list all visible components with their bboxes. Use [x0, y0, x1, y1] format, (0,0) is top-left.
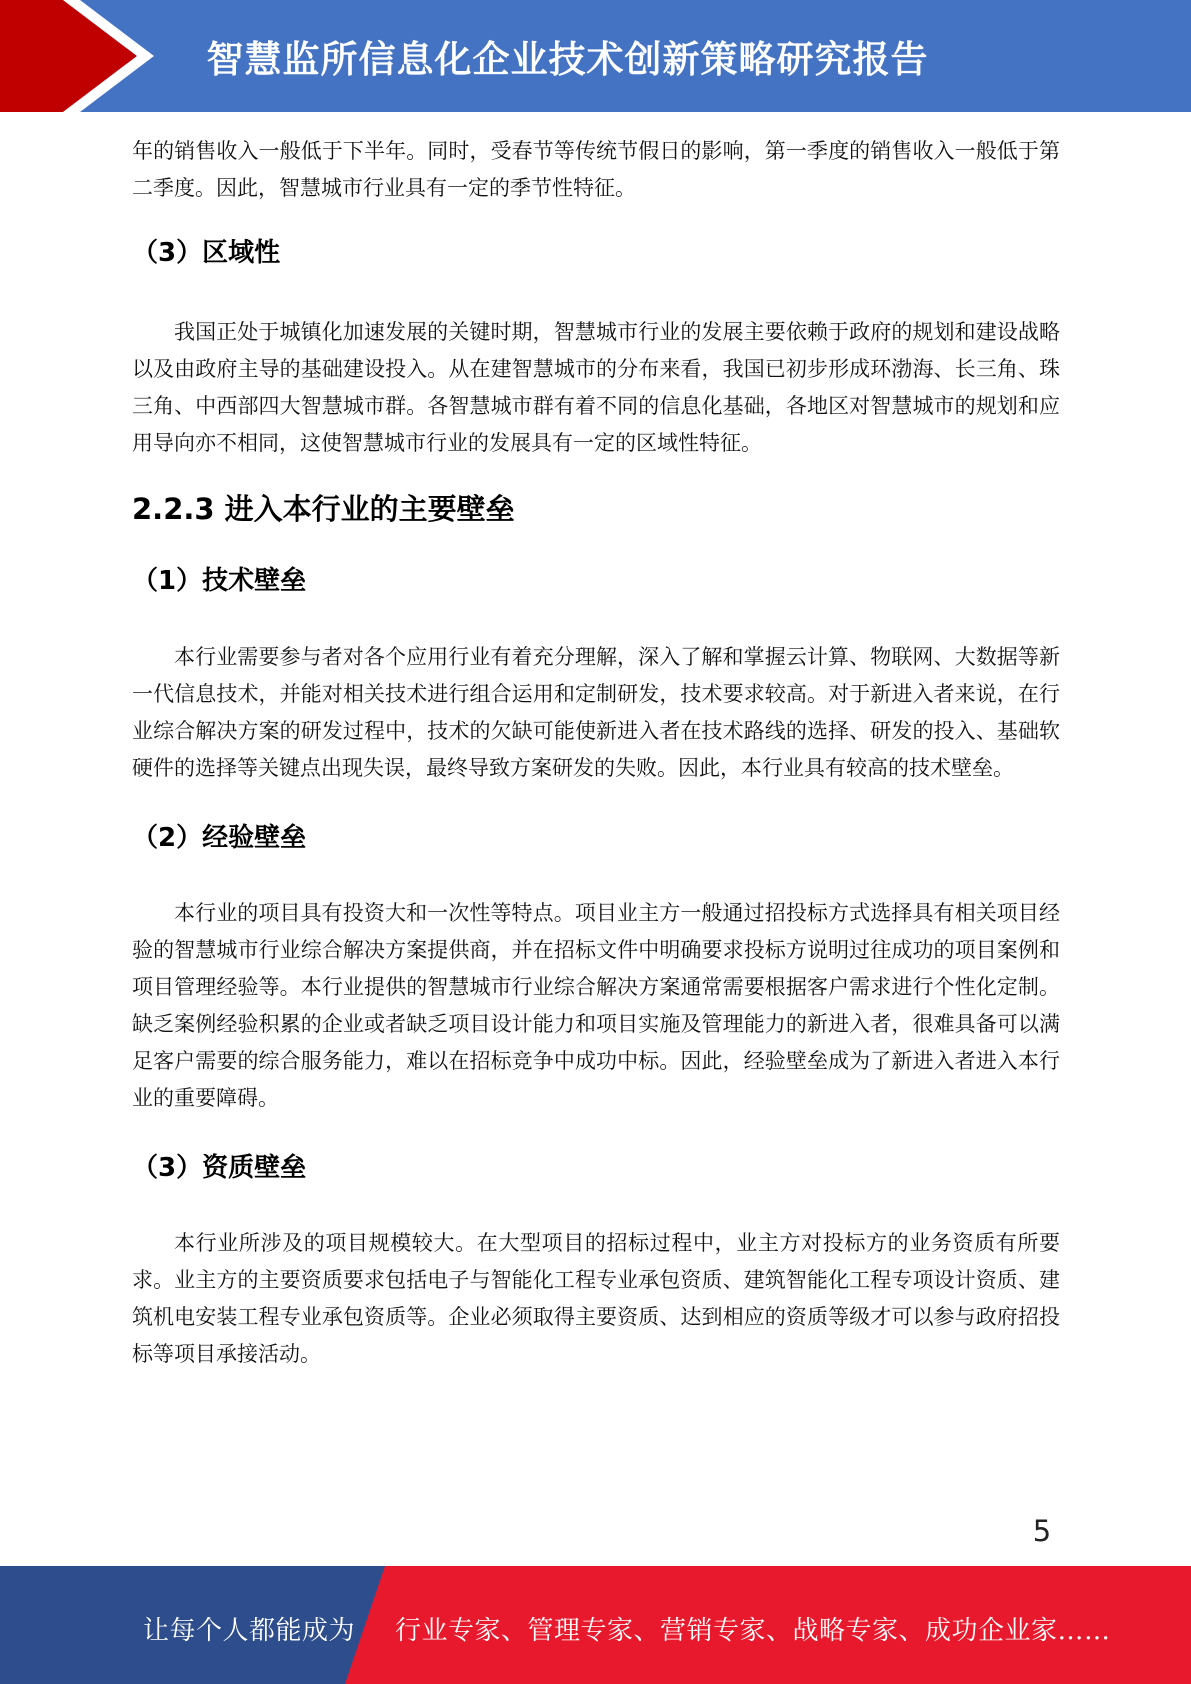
document-body [132, 112, 1060, 1373]
section-heading-qualification-barrier: （3）资质壁垒 [132, 1153, 307, 1183]
paragraph-regional: 我国正处于城镇化加速发展的关键时期，智慧城市行业的发展主要依赖于政府的规划和建设战略以及由政府主导的基础建设投入。从在建智慧城市的分布来看，我国已初步形成环渤海、长三角、珠三角、中西部四大智慧城市群。各智慧城市群有着不同的信息化基础，各地区对智慧城市的规划和应用导向亦不相同，这使智慧城市行业的发展具有一定的区域性特征。 [132, 320, 1060, 455]
page-number: 5 [1032, 1514, 1052, 1548]
section-heading-barriers: 2.2.3 进入本行业的主要壁垒 [132, 492, 515, 526]
paragraph-experience-barrier: 本行业的项目具有投资大和一次性等特点。项目业主方一般通过招投标方式选择具有相关项目经验的智慧城市行业综合解决方案提供商，并在招标文件中明确要求投标方说明过往成功的项目案例和项目管理经验等。本行业提供的智慧城市行业综合解决方案通常需要根据客户需求进行个性化定制。缺乏案例经验积累的企业或者缺乏项目设计能力和项目实施及管理能力的新进入者，很难具备可以满足客户需要的综合服务能力，难以在招标竞争中成功中标。因此，经验壁垒成为了新进入者进入本行业的重要障碍。 [132, 901, 1060, 1110]
section-heading-experience-barrier: （2）经验壁垒 [132, 823, 307, 853]
report-header-banner [0, 0, 1191, 112]
paragraph-tech-barrier: 本行业需要参与者对各个应用行业有着充分理解，深入了解和掌握云计算、物联网、大数据等新一代信息技术，并能对相关技术进行组合运用和定制研发，技术要求较高。对于新进入者来说，在行业综合解决方案的研发过程中，技术的欠缺可能使新进入者在技术路线的选择、研发的投入、基础软硬件的选择等关键点出现失误，最终导致方案研发的失败。因此，本行业具有较高的技术壁垒。 [132, 645, 1060, 780]
paragraph-seasonality-continuation: 年的销售收入一般低于下半年。同时，受春节等传统节假日的影响，第一季度的销售收入一般低于第二季度。因此，智慧城市行业具有一定的季节性特征。 [132, 139, 1060, 200]
footer-right-tagline: 行业专家、管理专家、营销专家、战略专家、成功企业家…… [395, 1616, 1111, 1646]
footer-left-tagline: 让每个人都能成为 [143, 1616, 356, 1646]
section-heading-tech-barrier: （1）技术壁垒 [132, 566, 307, 596]
footer-banner [0, 1566, 1191, 1684]
section-heading-regional: （3）区域性 [132, 238, 281, 268]
report-title: 智慧监所信息化企业技术创新策略研究报告 [206, 38, 929, 81]
paragraph-qualification-barrier: 本行业所涉及的项目规模较大。在大型项目的招标过程中，业主方对投标方的业务资质有所要求。业主方的主要资质要求包括电子与智能化工程专业承包资质、建筑智能化工程专项设计资质、建筑机电安装工程专业承包资质等。企业必须取得主要资质、达到相应的资质等级才可以参与政府招投标等项目承接活动。 [132, 1231, 1060, 1366]
